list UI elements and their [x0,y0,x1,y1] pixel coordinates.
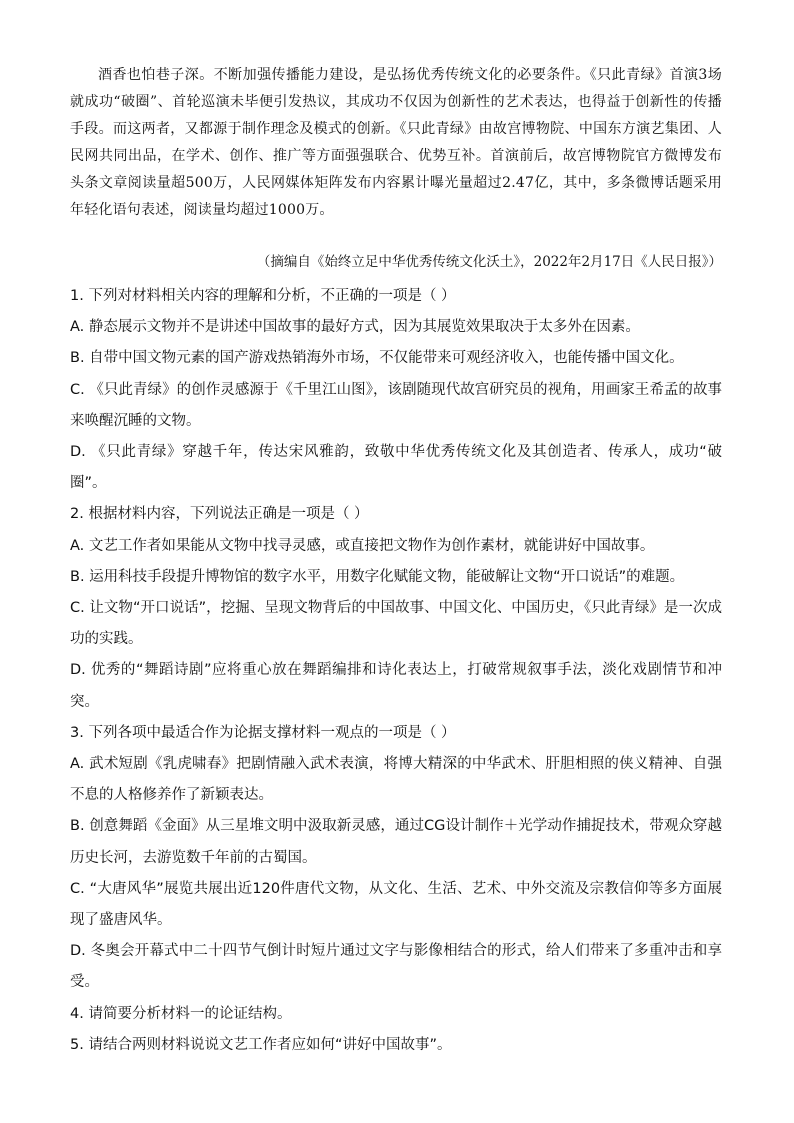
question-3-option-c: C. “大唐风华”展览共展出近120件唐代文物，从文化、生活、艺术、中外交流及宗教信仰等多方面展现了盛唐风华。 [70,880,722,929]
question-4-stem: 4. 请简要分析材料一的论证结构。 [70,1005,292,1022]
questions-section [70,281,722,1061]
material-paragraph: 酒香也怕巷子深。不断加强传播能力建设，是弘扬优秀传统文化的必要条件。《只此青绿》首演3场就成功“破圈”、首轮巡演未毕便引发热议，其成功不仅因为创新性的艺术表达，也得益于创新性的传播手段。而这两者，又都源于制作理念及模式的创新。《只此青绿》由故宫博物院、中国东方演艺集团、人民网共同出品，在学术、创作、推广等方面强强联合、优势互补。首演前后，故宫博物院官方微博发布头条文章阅读量超500万，人民网媒体矩阵发布内容累计曝光量超过2.47亿，其中，多条微博话题采用年轻化语句表述，阅读量均超过1000万。 [70,67,722,218]
question-2-stem: 2. 根据材料内容，下列说法正确是一项是（ ） [70,506,369,523]
question-3-option-d: D. 冬奥会开幕式中二十四节气倒计时短片通过文字与影像相结合的形式，给人们带来了多重冲击和享受。 [70,943,722,991]
question-3 [70,718,722,999]
question-2-option-c: C. 让文物“开口说话”，挖掘、呈现文物背后的中国故事、中国文化、中国历史，《只此青绿》是一次成功的实践。 [70,600,722,648]
question-1-stem: 1. 下列对材料相关内容的理解和分析，不正确的一项是（ ） [70,288,456,304]
question-1-option-c: C. 《只此青绿》的创作灵感源于《千里江山图》，该剧随现代故宫研究员的视角，用画家王希孟的故事来唤醒沉睡的文物。 [70,381,722,429]
question-2-option-a: A. 文艺工作者如果能从文物中找寻灵感，或直接把文物作为创作素材，就能讲好中国故事。 [70,537,655,554]
question-2-option-d: D. 优秀的“舞蹈诗剧”应将重心放在舞蹈编排和诗化表达上，打破常规叙事手法，淡化戏剧情节和冲突。 [70,662,722,710]
question-1-option-b: B. 自带中国文物元素的国产游戏热销海外市场，不仅能带来可观经济收入，也能传播中国文化。 [70,350,684,367]
question-3-stem: 3. 下列各项中最适合作为论据支撑材料一观点的一项是（ ） [70,724,456,741]
material-source-citation: （摘编自《始终立足中华优秀传统文化沃土》，2022年2月17日《人民日报》） [256,254,722,270]
material-passage [70,62,722,224]
question-2 [70,499,722,717]
question-1 [70,281,722,499]
question-3-option-b: B. 创意舞蹈《金面》从三星堆文明中汲取新灵感，通过CG设计制作＋光学动作捕捉技术，带观众穿越历史长河，去游览数千年前的古蜀国。 [70,818,722,866]
question-1-option-a: A. 静态展示文物并不是讲述中国故事的最好方式，因为其展览效果取决于太多外在因素。 [70,319,640,336]
question-5-stem: 5. 请结合两则材料说说文艺工作者应如何“讲好中国故事”。 [70,1036,452,1053]
question-3-option-a: A. 武术短剧《乳虎啸春》把剧情融入武术表演，将博大精深的中华武术、肝胆相照的侠义精神、自强不息的人格修养作了新颖表达。 [70,756,722,804]
question-4 [70,999,722,1030]
question-1-option-d: D. 《只此青绿》穿越千年，传达宋风雅韵，致敬中华优秀传统文化及其创造者、传承人，成功“破圈”。 [70,444,722,492]
question-2-option-b: B. 运用科技手段提升博物馆的数字水平，用数字化赋能文物，能破解让文物“开口说话”的难题。 [70,568,685,585]
question-5 [70,1030,722,1061]
